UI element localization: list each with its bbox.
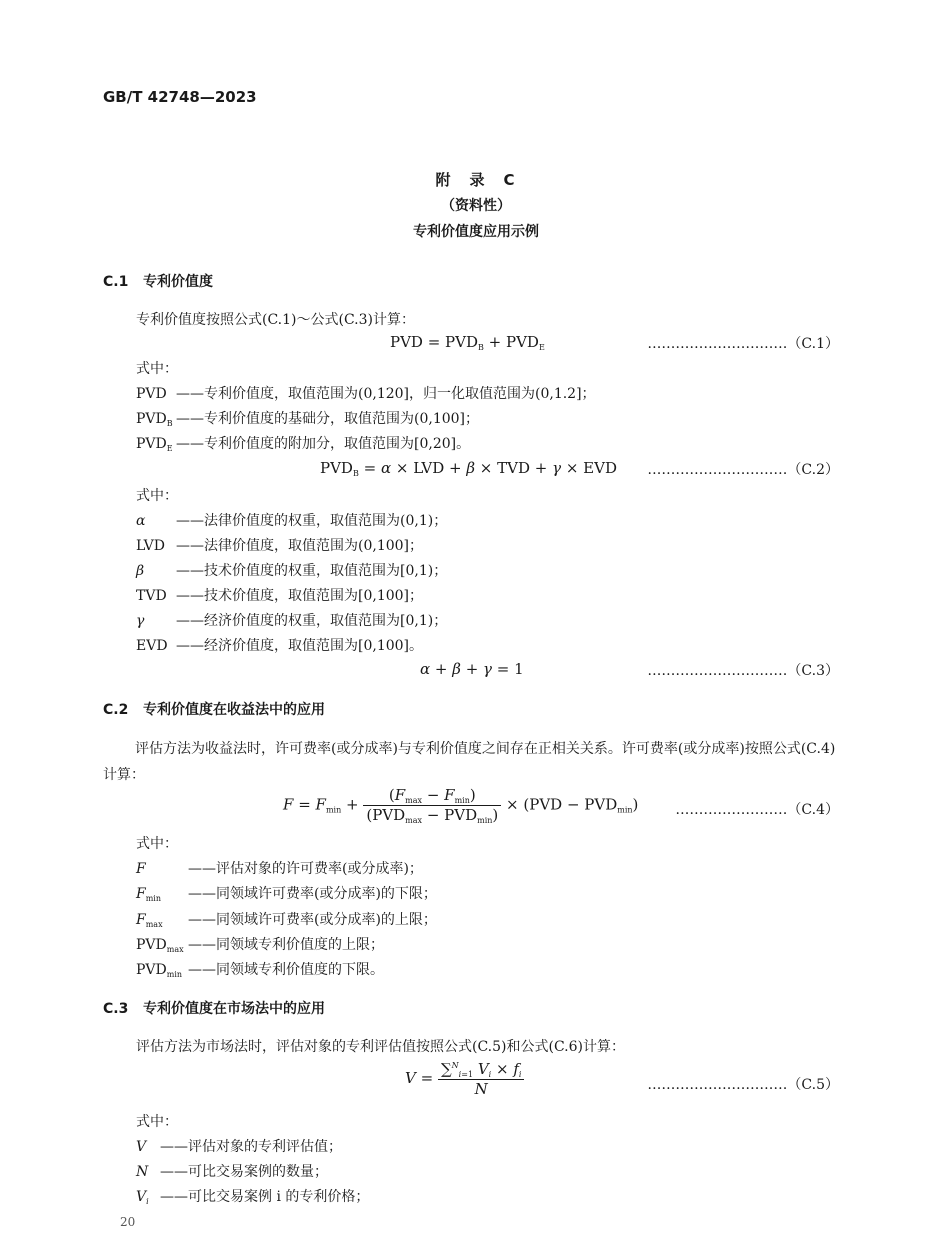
definition-row: $PVD_E$ ——专利价值度的附加分，取值范围为[0,20]。 [136,436,471,453]
equation-number-c4: ……………………（C.4） [675,802,839,818]
fraction: $\frac{\sum^N_{i=1} V_i \times f_i}{N}$ [438,1060,525,1098]
section-title: 专利价值度在收益法中的应用 [143,702,325,718]
equation-number-c5: …………………………（C.5） [647,1077,839,1093]
section-heading-c1 [103,271,213,291]
definition-row: β ——技术价值度的权重，取值范围为[0,1)； [136,563,448,579]
section-title: 专利价值度在市场法中的应用 [143,1001,325,1017]
section-number: C.1 [103,274,129,290]
equation-c1: PVD = $PVD_B + PVD_E$ [390,333,545,352]
definition-row: $PVD_B$ ——专利价值度的基础分，取值范围为(0,100]； [136,411,480,428]
equation-c4: $F = F_{min}$ + $\frac{(F_{max} - F_{min})}{(PVD_{max} - PVD_{min})}$ × $(PVD - PVD_{min})$ [283,786,639,825]
equation-c3: α + β + γ = 1 [420,660,524,678]
definition-row: γ ——经济价值度的权重，取值范围为[0,1)； [136,613,448,629]
definition-row: EVD ——经济价值度，取值范围为[0,100]。 [136,638,424,654]
equation-number-c2: …………………………（C.2） [647,462,839,478]
definition-row: V ——评估对象的专利评估值； [136,1139,342,1155]
annex-title: 附 录 C [435,171,517,189]
definition-row: PVD ——专利价值度，取值范围为(0,120]，归一化取值范围为(0,1.2]； [136,386,596,402]
definition-row: N ——可比交易案例的数量； [136,1164,328,1180]
where-label: 式中： [136,1114,178,1130]
definition-row: $F_{max}$ ——同领域许可费率(或分成率)的上限； [136,912,437,929]
where-label: 式中： [136,836,178,852]
definition-row: LVD ——法律价值度，取值范围为(0,100]； [136,538,424,554]
c3-intro: 评估方法为市场法时，评估对象的专利评估值按照公式(C.5)和公式(C.6)计算： [136,1039,625,1055]
equation-c5: V = $\frac{\sum^N_{i=1} V_i \times f_i}{N}$ [405,1060,524,1098]
equation-c2: $PVD_B = \alpha$ × LVD + β × TVD + γ × EVD [320,459,617,478]
definition-row: α ——法律价值度的权重，取值范围为(0,1)； [136,513,448,529]
where-label: 式中： [136,361,178,377]
c1-intro: 专利价值度按照公式(C.1)～公式(C.3)计算： [136,312,415,328]
section-heading-c2 [103,699,325,719]
equation-number-c1: …………………………（C.1） [647,336,839,352]
definition-row: $F_{min}$ ——同领域许可费率(或分成率)的下限； [136,886,437,903]
definition-row: TVD ——技术价值度，取值范围为[0,100]； [136,588,424,604]
fraction: $\frac{(F_{max} - F_{min})}{(PVD_{max} - PVD_{min})}$ [363,786,501,825]
c2-intro: 评估方法为收益法时，许可费率(或分成率)与专利价值度之间存在正相关关系。许可费率(或分成率)按照公式(C.4)计算： [103,741,836,783]
equation-number-c3: …………………………（C.3） [647,663,839,679]
section-number: C.3 [103,1001,129,1017]
section-heading-c3 [103,998,325,1018]
definition-row: $PVD_{min}$ ——同领域专利价值度的下限。 [136,962,384,979]
definition-row: F ——评估对象的许可费率(或分成率)； [136,861,423,877]
section-title: 专利价值度 [143,274,213,290]
standard-id: GB/T 42748—2023 [103,88,257,106]
page-number: 20 [120,1215,136,1229]
section-number: C.2 [103,702,129,718]
definition-row: $V_i$ ——可比交易案例 i 的专利价格； [136,1189,370,1206]
annex-name: 专利价值度应用示例 [413,224,539,240]
where-label: 式中： [136,488,178,504]
definition-row: $PVD_{max}$ ——同领域专利价值度的上限； [136,937,384,954]
annex-type: （资料性） [441,198,511,214]
